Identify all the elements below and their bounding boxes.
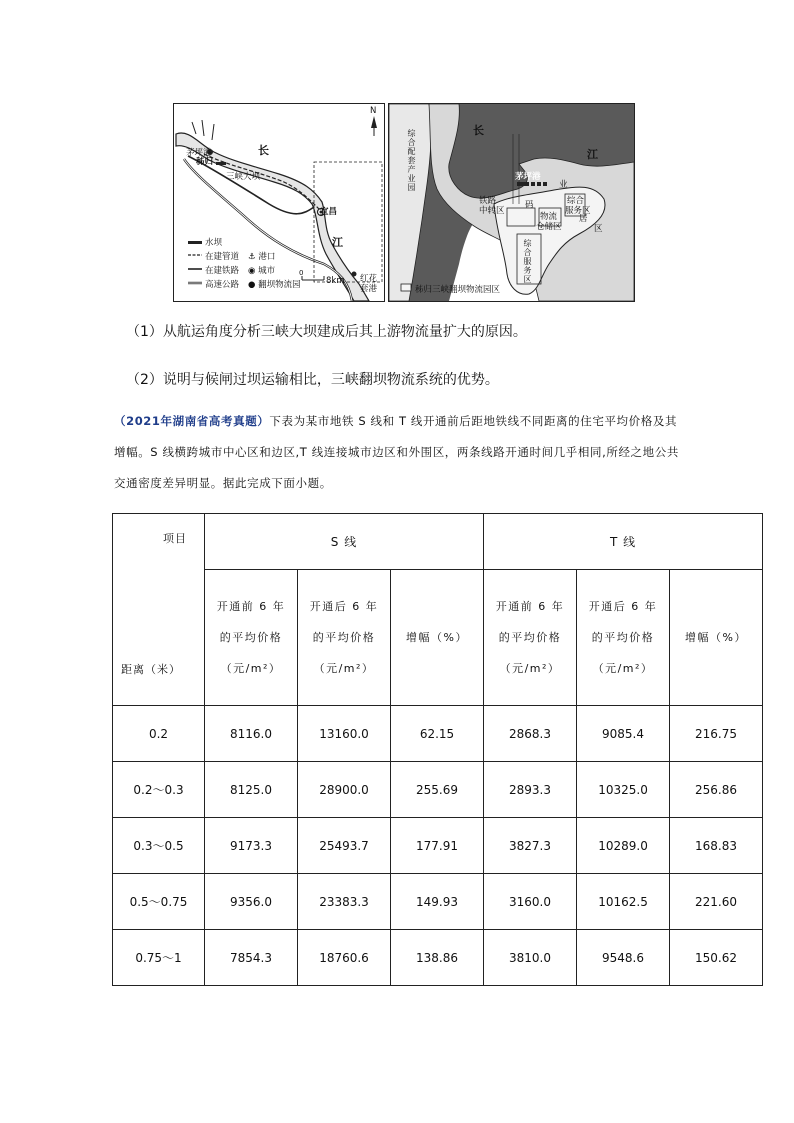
legend-highway: 高速公路 xyxy=(205,280,240,290)
row-s-before: 8116.0 xyxy=(205,706,298,762)
legend-city xyxy=(248,264,275,276)
table-header-row-1 xyxy=(113,514,763,570)
row-t-growth: 216.75 xyxy=(670,706,763,762)
row-distance: 0.75～1 xyxy=(113,930,205,986)
intro-text: 下表为某市地铁 S 线和 T 线开通前后距地铁线不同距离的住宅平均价格及其增幅。S 线横跨城市中心区和边区,T 线连接城市边区和外围区，两条线路开通时间几乎相同,所经之地公共交通密度差异明显。据此完成下面小题。 xyxy=(114,414,679,490)
legend-pipeline: 在建管道 xyxy=(205,252,240,262)
group-header-s: S 线 xyxy=(205,514,484,570)
anchor-icon: ⚓ xyxy=(248,252,256,262)
table-row xyxy=(113,874,763,930)
question-2: （2）说明与候闸过坝运输相比，三峡翻坝物流系统的优势。 xyxy=(126,372,499,388)
legend-railway: 在建铁路 xyxy=(205,266,240,276)
table-corner-cell xyxy=(113,514,205,706)
row-s-growth: 62.15 xyxy=(391,706,484,762)
t-after-header xyxy=(577,570,670,706)
row-s-after: 23383.3 xyxy=(298,874,391,930)
zone-label-c: 区 xyxy=(594,224,603,234)
right-map-legend-label: 秭归三峡翻坝物流园区 xyxy=(415,285,501,295)
corner-distance-label: 距离（米） xyxy=(121,663,181,676)
row-distance: 0.3～0.5 xyxy=(113,818,205,874)
map-scale-label: 8km xyxy=(326,276,345,286)
map-label-chang: 长 xyxy=(258,144,269,157)
table-header-row-2 xyxy=(113,570,763,706)
row-s-growth: 255.69 xyxy=(391,762,484,818)
s-after-line-2: 的平均价格 xyxy=(312,631,376,645)
row-s-before: 9173.3 xyxy=(205,818,298,874)
question-1: （1）从航运角度分析三峡大坝建成后其上游物流量扩大的原因。 xyxy=(126,324,527,340)
row-t-before: 3827.3 xyxy=(484,818,577,874)
t-before-line-3: （元/m²） xyxy=(499,662,561,676)
t-before-line-2: 的平均价格 xyxy=(498,631,562,645)
right-map-port-label: 茅坪港 xyxy=(515,172,541,182)
storage-label-1: 物流 xyxy=(540,212,558,222)
table-row xyxy=(113,762,763,818)
map-label-dam: 三峡大坝 xyxy=(226,172,261,182)
row-distance: 0.2～0.3 xyxy=(113,762,205,818)
row-s-before: 7854.3 xyxy=(205,930,298,986)
s-after-header xyxy=(298,570,391,706)
t-growth-header: 增幅（%） xyxy=(670,570,763,706)
rail-hub-label-1: 铁路 xyxy=(479,196,497,206)
s-before-line-2: 的平均价格 xyxy=(219,631,283,645)
legend-port-text: 港口 xyxy=(258,252,276,262)
legend-logistics-text: 翻坝物流园 xyxy=(258,280,301,290)
row-t-growth: 221.60 xyxy=(670,874,763,930)
storage-label-2: 仓储区 xyxy=(536,222,562,232)
row-t-growth: 150.62 xyxy=(670,930,763,986)
row-distance: 0.5～0.75 xyxy=(113,874,205,930)
housing-price-table xyxy=(112,513,763,986)
map-label-honghua-port: 套港 xyxy=(360,284,378,294)
s-growth-header: 增幅（%） xyxy=(391,570,484,706)
table-row xyxy=(113,818,763,874)
map-figure xyxy=(173,103,633,303)
row-s-growth: 138.86 xyxy=(391,930,484,986)
row-t-before: 3160.0 xyxy=(484,874,577,930)
map-label-yichang: 宜昌 xyxy=(320,207,338,217)
rail-hub-label-2: 中转区 xyxy=(479,206,505,216)
row-s-growth: 149.93 xyxy=(391,874,484,930)
row-t-after: 9085.4 xyxy=(577,706,670,762)
row-t-after: 10325.0 xyxy=(577,762,670,818)
service-label-2: 服务区 xyxy=(565,206,591,216)
city-icon: ◉ xyxy=(248,266,256,276)
row-s-after: 28900.0 xyxy=(298,762,391,818)
t-after-line-2: 的平均价格 xyxy=(591,631,655,645)
logistics-dot-icon: ● xyxy=(248,280,256,290)
row-t-before: 2868.3 xyxy=(484,706,577,762)
service-label-1: 综合 xyxy=(567,196,585,206)
map-scale-zero: 0 xyxy=(299,269,304,277)
row-s-before: 8125.0 xyxy=(205,762,298,818)
right-map-label-chang: 长 xyxy=(473,124,484,137)
map-label-jiang: 江 xyxy=(332,236,343,249)
s-before-line-1: 开通前 6 年 xyxy=(216,600,286,614)
row-distance: 0.2 xyxy=(113,706,205,762)
logistics-park-map xyxy=(388,103,635,302)
row-t-after: 10289.0 xyxy=(577,818,670,874)
table-row xyxy=(113,930,763,986)
row-s-before: 9356.0 xyxy=(205,874,298,930)
row-t-before: 3810.0 xyxy=(484,930,577,986)
row-t-growth: 256.86 xyxy=(670,762,763,818)
s-before-header xyxy=(205,570,298,706)
group-header-t: T 线 xyxy=(484,514,763,570)
regional-map xyxy=(173,103,385,302)
source-tag: （2021年湖南省高考真题） xyxy=(114,414,270,428)
pier-label: 码 xyxy=(525,200,534,210)
bottom-service-zone-label: 综合服务区 xyxy=(523,239,532,284)
corner-item-label: 项目 xyxy=(163,532,187,545)
row-t-after: 10162.5 xyxy=(577,874,670,930)
row-t-before: 2893.3 xyxy=(484,762,577,818)
legend-port xyxy=(248,250,275,262)
t-after-line-1: 开通后 6 年 xyxy=(588,600,658,614)
right-map-label-jiang: 江 xyxy=(587,148,598,161)
legend-city-text: 城市 xyxy=(258,266,276,276)
row-s-after: 13160.0 xyxy=(298,706,391,762)
map-label-port: 茅坪港 xyxy=(186,148,212,158)
zone-label-a: 业 xyxy=(559,180,568,190)
t-before-line-1: 开通前 6 年 xyxy=(495,600,565,614)
zone-label-b: 居 xyxy=(579,214,588,224)
logistics-park-drawing xyxy=(389,104,634,301)
t-before-header xyxy=(484,570,577,706)
row-s-growth: 177.91 xyxy=(391,818,484,874)
table-row xyxy=(113,706,763,762)
legend-dam: 水坝 xyxy=(205,238,223,248)
row-t-growth: 168.83 xyxy=(670,818,763,874)
row-s-after: 18760.6 xyxy=(298,930,391,986)
s-before-line-3: （元/m²） xyxy=(220,662,282,676)
t-after-line-3: （元/m²） xyxy=(592,662,654,676)
question-intro xyxy=(114,406,684,499)
row-s-after: 25493.7 xyxy=(298,818,391,874)
legend-logistics xyxy=(248,278,301,290)
row-t-after: 9548.6 xyxy=(577,930,670,986)
zone-industrial-label: 综合配套产业园 xyxy=(407,129,416,192)
north-arrow-icon: N xyxy=(370,106,377,116)
s-after-line-3: （元/m²） xyxy=(313,662,375,676)
map-label-zigui: 秭归 xyxy=(196,157,214,167)
s-after-line-1: 开通后 6 年 xyxy=(309,600,379,614)
map-label-honghua: 红花 xyxy=(360,274,378,284)
